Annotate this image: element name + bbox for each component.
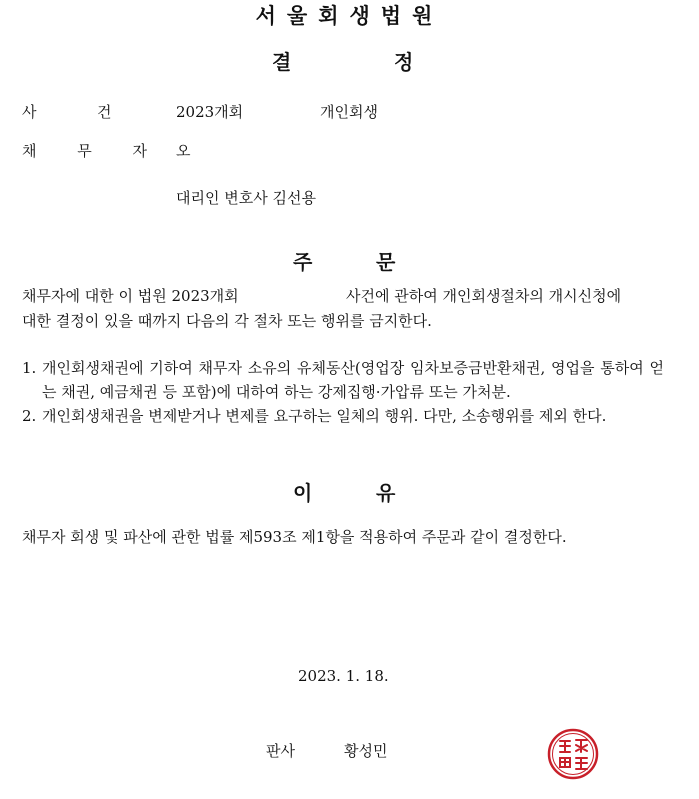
case-label-right: 건	[97, 103, 112, 121]
item-number: 2.	[22, 407, 37, 425]
reason-heading-right: 유	[376, 481, 396, 505]
order-heading-right: 문	[376, 250, 396, 274]
order-heading-left: 주	[293, 250, 313, 274]
order-line1-prefix: 채무자에 대한 이 법원 2023개회	[22, 287, 239, 305]
order-item-2	[22, 404, 664, 428]
debtor-label: 채 무 자	[22, 142, 166, 160]
reason-text: 채무자 회생 및 파산에 관한 법률 제593조 제1항을 적용하여 주문과 같이 결정한다.	[22, 528, 567, 546]
item-text: 개인회생채권에 기하여 채무자 소유의 유체동산(영업장 임차보증금반환채권, 영업을 통하여 얻는 채권, 예금채권 등 포함)에 대하여 하는 강제집행·가압류 또는 가처분.	[42, 359, 664, 401]
doc-title-left: 결	[272, 50, 292, 74]
attorney: 대리인 변호사 김선용	[176, 189, 316, 207]
item-text: 개인회생채권을 변제받거나 변제를 요구하는 일체의 행위. 다만, 소송행위를 제외 한다.	[42, 407, 607, 425]
judge-name: 황성민	[344, 742, 388, 760]
reason-heading-left: 이	[293, 481, 313, 505]
decision-date: 2023. 1. 18.	[298, 667, 389, 685]
judge-seal-icon	[546, 727, 600, 781]
case-label-left: 사	[22, 103, 37, 121]
order-item-1	[22, 356, 664, 404]
case-type: 개인회생	[320, 103, 378, 121]
court-name: 서울회생법원	[255, 4, 444, 28]
order-line1-suffix: 사건에 관하여 개인회생절차의 개시신청에	[346, 287, 622, 305]
order-line2: 대한 결정이 있을 때까지 다음의 각 절차 또는 행위를 금지한다.	[22, 312, 432, 330]
item-number: 1.	[22, 359, 37, 377]
doc-title-right: 정	[394, 50, 414, 74]
judge-title: 판사	[266, 742, 295, 760]
case-number: 2023개회	[176, 103, 244, 121]
debtor-name: 오	[176, 142, 191, 160]
